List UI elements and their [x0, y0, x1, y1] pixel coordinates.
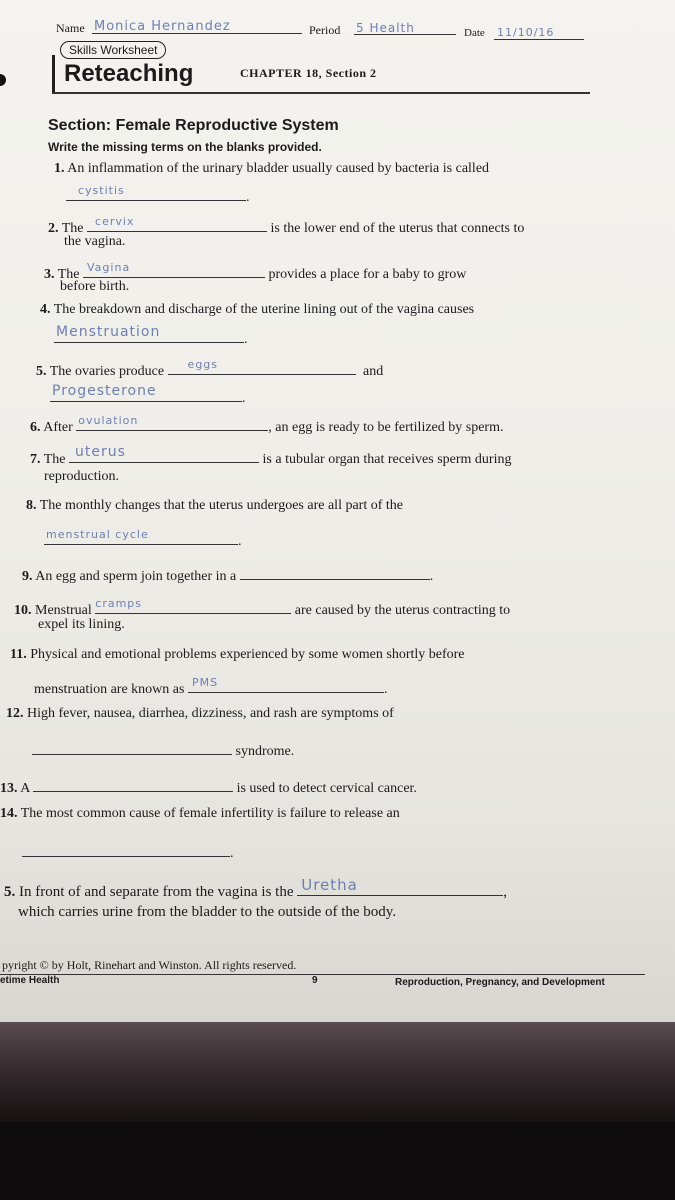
- answer-4: Menstruation: [56, 324, 161, 340]
- answer-8: menstrual cycle: [46, 528, 149, 541]
- question-1: 1. An inflammation of the urinary bladder usually caused by bacteria is called: [54, 161, 490, 176]
- question-9: 9. An egg and sperm join together in a .: [22, 565, 433, 585]
- question-8: 8. The monthly changes that the uterus undergoes are all part of the: [26, 498, 403, 513]
- date-blank: [494, 39, 584, 40]
- question-11: 11. Physical and emotional problems experienced by some women shortly before: [10, 647, 465, 662]
- answer-line-1: cystitis .: [66, 186, 250, 206]
- question-2-line2: the vagina.: [64, 234, 126, 249]
- answer-5b: Progesterone: [52, 383, 157, 399]
- question-5: 5. The ovaries produce eggs and: [36, 358, 384, 379]
- title-rule-left: [52, 55, 55, 93]
- footer-page: 9: [312, 975, 318, 986]
- question-15-line2: which carries urine from the bladder to the outside of the body.: [18, 904, 397, 920]
- skills-worksheet-tag: Skills Worksheet: [60, 41, 166, 59]
- name-value: Monica Hernandez: [94, 19, 231, 34]
- question-10: 10. Menstrual cramps are caused by the uterus contracting to: [14, 597, 511, 618]
- answer-line-8: menstrual cycle .: [46, 528, 242, 549]
- question-14: 14. The most common cause of female infertility is failure to release an: [0, 806, 400, 821]
- date-value: 11/10/16: [497, 26, 555, 39]
- answer-1: cystitis: [78, 184, 125, 197]
- question-7-line2: reproduction.: [44, 469, 120, 484]
- question-13: 13. A is used to detect cervical cancer.: [0, 777, 417, 797]
- footer-unit: Reproduction, Pregnancy, and Development: [395, 977, 605, 988]
- question-3-line2: before birth.: [60, 279, 130, 294]
- question-3: 3. The Vagina provides a place for a baby to grow: [44, 261, 467, 282]
- answer-5a: eggs: [187, 358, 219, 371]
- answer-10: cramps: [95, 597, 143, 610]
- question-15: 5. In front of and separate from the vagina is the Uretha ,: [4, 876, 507, 900]
- answer-7: uterus: [75, 444, 126, 460]
- worksheet-title: Reteaching: [64, 60, 194, 87]
- binder-hole: [0, 74, 6, 86]
- footer-rule: [0, 974, 645, 975]
- question-6: 6. After ovulation , an egg is ready to be fertilized by sperm.: [30, 414, 504, 435]
- question-7: 7. The uterus is a tubular organ that receives sperm during: [30, 444, 512, 467]
- title-rule-bottom: [52, 92, 590, 94]
- answer-line-14: .: [22, 842, 234, 862]
- chapter-section: CHAPTER 18, Section 2: [240, 66, 377, 80]
- footer-book: etime Health: [0, 975, 60, 986]
- question-12: 12. High fever, nausea, diarrhea, dizziness, and rash are symptoms of: [6, 706, 394, 721]
- section-heading: Section: Female Reproductive System: [48, 117, 339, 134]
- question-4: 4. The breakdown and discharge of the uterine lining out of the vagina causes: [40, 302, 475, 317]
- answer-15: Uretha: [301, 876, 358, 894]
- period-value: 5 Health: [356, 21, 415, 35]
- section-instruction: Write the missing terms on the blanks provided.: [48, 140, 322, 154]
- answer-3: Vagina: [87, 261, 131, 274]
- question-12-line2: syndrome.: [32, 740, 294, 760]
- answer-line-5b: Progesterone .: [52, 383, 246, 406]
- name-label: Name: [56, 21, 85, 35]
- background-shadow: [0, 1022, 675, 1122]
- answer-11: PMS: [191, 676, 219, 689]
- date-label: Date: [464, 27, 485, 39]
- answer-2: cervix: [95, 215, 135, 228]
- question-2: 2. The cervix is the lower end of the uterus that connects to: [48, 215, 525, 236]
- period-label: Period: [309, 23, 341, 37]
- question-10-line2: expel its lining.: [38, 617, 125, 632]
- answer-6: ovulation: [78, 414, 139, 427]
- question-11-line2: menstruation are known as PMS .: [34, 676, 388, 697]
- answer-line-4: Menstruation .: [56, 324, 248, 347]
- footer-copyright: pyright © by Holt, Rinehart and Winston. All rights reserved.: [2, 958, 297, 972]
